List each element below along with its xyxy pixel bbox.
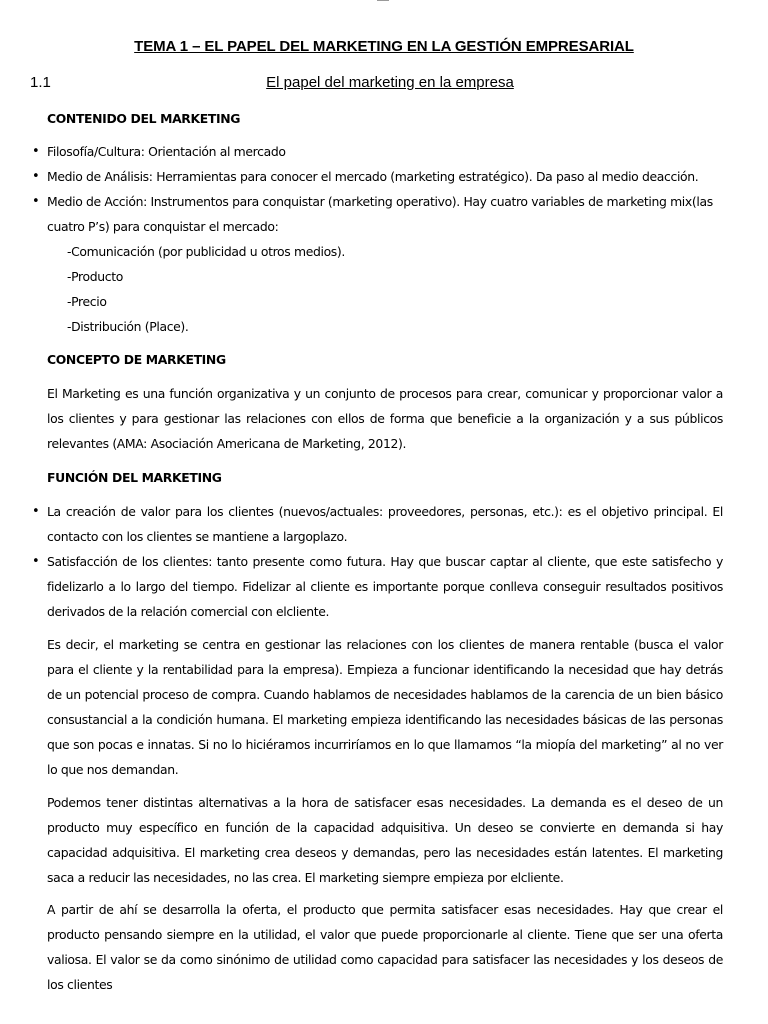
- section-number: 1.1: [30, 74, 51, 91]
- page-top-mark: [377, 0, 389, 1]
- list-item: • La creación de valor para los clientes (nuevos/actuales: proveedores, personas, etc.): es el objetivo principal. El contacto con los clientes se mantiene a largoplazo.: [47, 499, 723, 549]
- list-item: • Medio de Análisis: Herramientas para conocer el mercado (marketing estratégico). Da paso al medio deacción.: [47, 164, 723, 189]
- list-item: • Filosofía/Cultura: Orientación al mercado: [47, 139, 723, 164]
- funcion-bullet-list: [47, 499, 723, 624]
- document-title: TEMA 1 – EL PAPEL DEL MARKETING EN LA GESTIÓN EMPRESARIAL: [134, 38, 634, 55]
- section-title: El papel del marketing en la empresa: [266, 74, 514, 91]
- list-item: • Medio de Acción: Instrumentos para conquistar (marketing operativo). Hay cuatro variables de marketing mix(las cuatro P’s) para conquistar el mercado:: [47, 189, 723, 239]
- contenido-bullet-list: [47, 139, 723, 239]
- heading-contenido: CONTENIDO DEL MARKETING: [47, 111, 241, 126]
- paragraph-es-decir: Es decir, el marketing se centra en gestionar las relaciones con los clientes de manera rentable (busca el valor para el cliente y la rentabilidad para la empresa). Empieza a funcionar identificando la necesidad que hay detrás de un potencial proceso de compra. Cuando hablamos de necesidades hablamos de la carencia de un bien básico consustancial a la condición humana. El marketing empieza identificando las necesidades básicas de las personas que son pocas e innatas. Si no lo hiciéramos incurriríamos en lo que llamamos “la miopía del marketing” al no ver lo que nos demandan.: [47, 637, 723, 777]
- sub-item-distribucion: -Distribución (Place).: [67, 319, 189, 334]
- sub-item-producto: -Producto: [67, 269, 123, 284]
- paragraph-oferta: A partir de ahí se desarrolla la oferta, el producto que permita satisfacer esas necesidades. Hay que crear el producto pensando siempre en la utilidad, el valor que puede proporcionarle al cliente. Tiene que ser una oferta valiosa. El valor se da como sinónimo de utilidad como capacidad para satisfacer las necesidades y los deseos de los clientes: [47, 902, 723, 992]
- sub-item-comunicacion: -Comunicación (por publicidad u otros medios).: [67, 244, 345, 259]
- list-item: • Satisfacción de los clientes: tanto presente como futura. Hay que buscar captar al cliente, que este satisfecho y fidelizarlo a lo largo del tiempo. Fidelizar al cliente es importante porque conlleva conseguir resultados positivos derivados de la relación comercial con elcliente.: [47, 549, 723, 624]
- paragraph-alternativas: Podemos tener distintas alternativas a la hora de satisfacer esas necesidades. La demanda es el deseo de un producto muy específico en función de la capacidad adquisitiva. Un deseo se convierte en demanda si hay capacidad adquisitiva. El marketing crea deseos y demandas, pero las necesidades están latentes. El marketing saca a reducir las necesidades, no las crea. El marketing siempre empieza por elcliente.: [47, 795, 723, 885]
- heading-concepto: CONCEPTO DE MARKETING: [47, 352, 226, 367]
- paragraph-concepto: El Marketing es una función organizativa y un conjunto de procesos para crear, comunicar y proporcionar valor a los clientes y para gestionar las relaciones con ellos de forma que beneficie a la organización y a sus públicos relevantes (AMA: Asociación Americana de Marketing, 2012).: [47, 386, 723, 451]
- heading-funcion: FUNCIÓN DEL MARKETING: [47, 470, 222, 485]
- sub-item-precio: -Precio: [67, 294, 107, 309]
- document-body: [47, 106, 723, 997]
